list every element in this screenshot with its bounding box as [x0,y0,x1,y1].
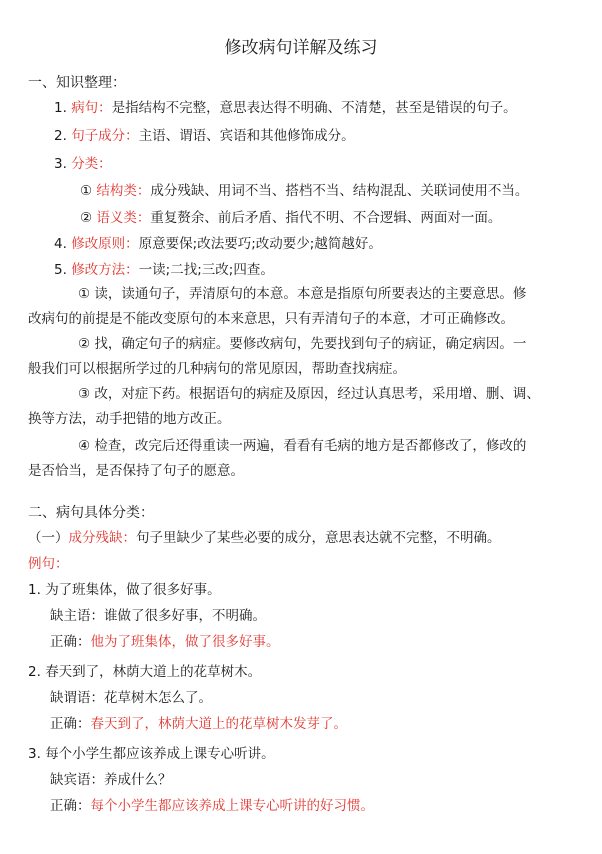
fix-label: 正确： [50,716,91,732]
fix-text: 每个小学生都应该养成上课专心听讲的好习惯。 [90,798,374,814]
issue-text: 谁做了很多好事，不明确。 [104,608,266,624]
item-text: 一读;二找;三改;四查。 [138,262,274,278]
item-term: 病句： [71,100,112,116]
method-fix-line-1: ③ 改，对症下药。根据语句的病症及原因，经过认真思考，采用增、删、调、 [78,386,540,402]
category-term: 成分残缺： [68,530,136,546]
item-number: 2. [54,128,67,144]
method-fix-line-2: 换等方法，动手把错的地方改正。 [28,411,231,427]
fix-text: 他为了班集体，做了很多好事。 [90,634,280,650]
method-read-line-1: ① 读，读通句子，弄清原句的本意。本意是指原句所要表达的主要意思。修 [78,286,527,302]
issue-text: 养成什么？ [104,772,172,788]
example-number: 2. [28,664,41,680]
item-number: 3. [54,156,67,172]
sub-mark: ② [80,210,93,226]
fix-label: 正确： [50,798,91,814]
example-number: 1. [28,582,41,598]
issue-label: 缺宾语： [50,772,104,788]
example-2-sentence [28,662,261,682]
method-check-line-1: ④ 检查，改完后还得重读一两遍，看看有毛病的地方是否都修改了，修改的 [78,438,527,454]
example-label: 例句： [28,556,69,572]
example-1-fix [50,632,280,652]
category-text: 句子里缺少了某些必要的成分，意思表达就不完整，不明确。 [136,530,501,546]
example-sentence: 为了班集体，做了很多好事。 [45,582,221,598]
sub-term: 结构类： [96,183,151,199]
knowledge-item-4 [54,234,382,254]
fix-text: 春天到了，林荫大道上的花草树木发芽了。 [90,716,347,732]
sub-mark: ① [80,183,93,199]
page-title: 修改病句详解及练习 [224,38,378,58]
category-prefix: （一） [28,530,69,546]
example-sentence: 春天到了，林荫大道上的花草树木。 [45,664,262,680]
sub-term: 语义类： [96,210,151,226]
category-heading [28,528,501,548]
example-1-sentence [28,580,221,600]
method-read-line-2: 改病句的前提是不能改变原句的本来意思，只有弄清句子的本意，才可正确修改。 [28,311,514,327]
example-1-issue [50,606,266,626]
example-2-fix [50,714,347,734]
section2-heading: 二、病句具体分类： [28,505,154,521]
item-text: 原意要保;改法要巧;改动要少;越简越好。 [138,236,382,252]
item-text: 主语、谓语、宾语和其他修饰成分。 [138,128,355,144]
sub-text: 成分残缺、用词不当、搭档不当、结构混乱、关联词使用不当。 [150,183,529,199]
example-number: 3. [28,746,41,762]
item-number: 5. [54,262,67,278]
item-number: 1. [54,100,67,116]
knowledge-item-2 [54,126,355,146]
classification-semantic [80,208,501,228]
knowledge-item-5 [54,260,274,280]
knowledge-item-3 [54,154,112,174]
example-2-issue [50,688,212,708]
example-3-sentence [28,744,275,764]
method-check-line-2: 是否恰当，是否保持了句子的愿意。 [28,463,244,479]
example-3-issue [50,770,172,790]
knowledge-item-1 [54,98,517,118]
method-find-line-1: ② 找，确定句子的病症。要修改病句，先要找到句子的病证，确定病因。一 [78,336,527,352]
item-text: 是指结构不完整，意思表达得不明确、不清楚，甚至是错误的句子。 [111,100,517,116]
issue-label: 缺谓语： [50,690,104,706]
classification-structural [80,181,528,201]
fix-label: 正确： [50,634,91,650]
section1-heading: 一、知识整理： [28,75,126,91]
issue-text: 花草树木怎么了。 [104,690,212,706]
item-term: 句子成分： [71,128,139,144]
method-find-line-2: 般我们可以根据所学过的几种病句的常见原因，帮助查找病症。 [28,361,406,377]
item-number: 4. [54,236,67,252]
example-3-fix [50,796,374,816]
item-term: 分类： [71,156,112,172]
example-sentence: 每个小学生都应该养成上课专心听讲。 [45,746,275,762]
item-term: 修改原则： [71,236,139,252]
issue-label: 缺主语： [50,608,104,624]
item-term: 修改方法： [71,262,139,278]
sub-text: 重复赘余、前后矛盾、指代不明、不合逻辑、两面对一面。 [150,210,502,226]
